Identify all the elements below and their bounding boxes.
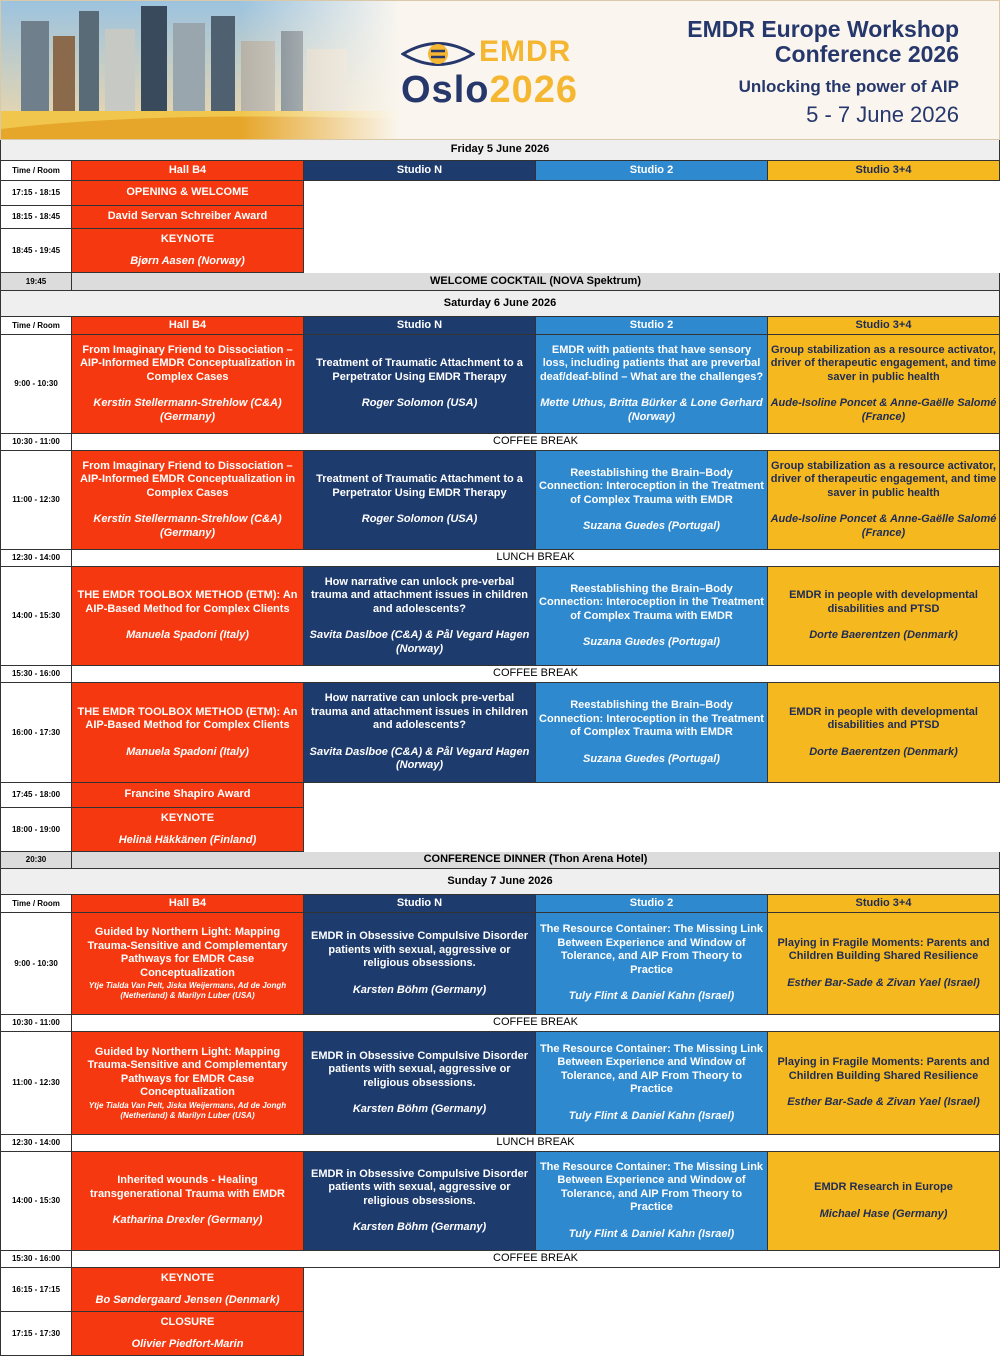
session-speaker: Karsten Böhm (Germany) xyxy=(352,1103,487,1115)
session-title: KEYNOTE xyxy=(160,811,215,824)
time-label: 16:00 - 17:30 xyxy=(11,727,61,737)
session-speaker: Karsten Böhm (Germany) xyxy=(352,983,487,996)
room-header-label: Studio 2 xyxy=(629,896,674,909)
time-slot xyxy=(0,1032,72,1135)
session-cell[interactable] xyxy=(536,335,768,434)
room-header xyxy=(304,317,536,335)
room-header-label: Studio N xyxy=(396,896,443,909)
session-cell[interactable] xyxy=(536,913,768,1015)
room-header xyxy=(72,161,304,181)
session-speaker: Dorte Baerentzen (Denmark) xyxy=(809,745,958,758)
session-title: Treatment of Traumatic Attachment to a Perpetrator Using EMDR Therapy xyxy=(316,473,523,499)
time-slot xyxy=(0,852,72,869)
session-cell[interactable] xyxy=(72,451,304,550)
session-cell[interactable] xyxy=(72,808,304,852)
logo-city-year xyxy=(401,69,578,112)
time-slot xyxy=(0,913,72,1015)
session-cell[interactable] xyxy=(768,683,1000,783)
session-speaker: Suzana Guedes (Portugal) xyxy=(583,752,720,765)
session-speaker: Dorte Baerentzen (Denmark) xyxy=(809,629,958,642)
room-header-label: Studio N xyxy=(396,163,443,176)
time-slot xyxy=(0,451,72,550)
session-title: Francine Shapiro Award xyxy=(124,788,251,801)
time-label: 20:30 xyxy=(25,855,47,865)
event-label: CONFERENCE DINNER (Thon Arena Hotel) xyxy=(423,853,648,866)
session-title: From Imaginary Friend to Dissociation – AIP-Informed EMDR Conceptualization in Complex Cases xyxy=(79,343,296,383)
event-label: WELCOME COCKTAIL (NOVA Spektrum) xyxy=(429,274,642,287)
session-cell[interactable] xyxy=(304,1152,536,1251)
time-label: 18:45 - 19:45 xyxy=(11,245,61,255)
session-title: Guided by Northern Light: Mapping Trauma-Sensitive and Complementary Pathways for EMDR Case Conceptualization xyxy=(87,926,288,979)
break-label: LUNCH BREAK xyxy=(496,1136,575,1149)
session-title: EMDR Research in Europe xyxy=(814,1181,953,1193)
session-title: The Resource Container: The Missing Link Between Experience and Window of Tolerance, and AIP From Theory to Practice xyxy=(539,1042,764,1096)
session-cell[interactable] xyxy=(304,451,536,550)
session-speaker: Tuly Flint & Daniel Kahn (Israel) xyxy=(568,1227,735,1240)
session-cell[interactable] xyxy=(768,335,1000,434)
session-title: David Servan Schreiber Award xyxy=(107,210,268,223)
break-row xyxy=(72,1251,1000,1268)
time-label: 12:30 - 14:00 xyxy=(11,553,61,563)
session-title: THE EMDR TOOLBOX METHOD (ETM): An AIP-Based Method for Complex Clients xyxy=(77,705,298,732)
time-slot xyxy=(0,1251,72,1268)
session-title: Group stabilization as a resource activator, driver of therapeutic engagement, and time saver in public health xyxy=(770,459,997,499)
room-header-label: Hall B4 xyxy=(168,318,207,331)
time-label: 17:15 - 17:30 xyxy=(11,1328,61,1338)
time-room-header xyxy=(0,161,72,181)
session-cell[interactable] xyxy=(72,683,304,783)
time-slot xyxy=(0,1268,72,1312)
session-title: Group stabilization as a resource activator, driver of therapeutic engagement, and time saver in public health xyxy=(770,343,997,383)
session-title: EMDR in people with developmental disabilities and PTSD xyxy=(789,589,978,615)
session-title: How narrative can unlock pre-verbal trauma and attachment issues in children and adolescents? xyxy=(310,575,528,615)
day-label: Saturday 6 June 2026 xyxy=(443,296,557,309)
day-header xyxy=(0,291,1000,317)
time-slot xyxy=(0,1312,72,1356)
time-slot xyxy=(0,783,72,808)
time-label: 10:30 - 11:00 xyxy=(12,437,60,447)
session-title: Reestablishing the Brain–Body Connection: Interoception in the Treatment of Complex Trauma with EMDR xyxy=(539,466,764,506)
session-speaker: Karsten Böhm (Germany) xyxy=(352,1221,487,1233)
session-speaker: Olivier Piedfort-Marin xyxy=(131,1338,244,1350)
room-header xyxy=(536,161,768,181)
session-title: KEYNOTE xyxy=(160,232,215,245)
session-title: EMDR with patients that have sensory loss, including patients that are preverbal deaf/deaf-blind – What are the challenges? xyxy=(539,343,764,383)
session-title: The Resource Container: The Missing Link Between Experience and Window of Tolerance, and AIP From Theory to Practice xyxy=(539,1160,764,1214)
time-slot xyxy=(0,1152,72,1251)
break-label: LUNCH BREAK xyxy=(496,551,575,564)
conference-title-line2: Conference 2026 xyxy=(774,41,959,67)
room-header-label: Time / Room xyxy=(12,898,60,908)
session-title: Reestablishing the Brain–Body Connection: Interoception in the Treatment of Complex Trauma with EMDR xyxy=(539,699,764,738)
time-room-header xyxy=(0,317,72,335)
session-title: The Resource Container: The Missing Link Between Experience and Window of Tolerance, and AIP From Theory to Practice xyxy=(539,923,764,976)
session-title: Guided by Northern Light: Mapping Trauma-Sensitive and Complementary Pathways for EMDR Case Conceptualization xyxy=(87,1045,288,1098)
time-slot xyxy=(0,808,72,852)
time-label: 14:00 - 15:30 xyxy=(11,611,61,621)
session-speaker: Kerstin Stellermann-Strehlow (C&A) (Germany) xyxy=(93,397,282,423)
session-cell[interactable] xyxy=(304,335,536,434)
session-title: Inherited wounds - Healing transgenerational Trauma with EMDR xyxy=(90,1174,285,1200)
time-label: 14:00 - 15:30 xyxy=(11,1196,61,1206)
session-speaker: Manuela Spadoni (Italy) xyxy=(126,745,249,758)
session-speaker: Ytje Tialda Van Pelt, Jiska Weijermans, Ad de Jongh (Netherland) & Marilyn Luber (USA) xyxy=(88,981,287,1000)
time-label: 9:00 - 10:30 xyxy=(14,379,58,389)
schedule-grid xyxy=(0,140,1000,1359)
time-label: 16:15 - 17:15 xyxy=(11,1284,61,1294)
break-label: COFFEE BREAK xyxy=(493,435,578,448)
room-header-label: Studio 3+4 xyxy=(855,896,912,909)
session-title: Reestablishing the Brain–Body Connection: Interoception in the Treatment of Complex Trauma with EMDR xyxy=(539,582,764,622)
room-header xyxy=(768,161,1000,181)
session-speaker: Roger Solomon (USA) xyxy=(361,397,478,410)
session-speaker: Aude-Isoline Poncet & Anne-Gaëlle Salomé (France) xyxy=(770,397,997,423)
session-title: Treatment of Traumatic Attachment to a Perpetrator Using EMDR Therapy xyxy=(316,357,523,383)
break-row xyxy=(72,1135,1000,1152)
session-speaker: Bo Søndergaard Jensen (Denmark) xyxy=(95,1294,280,1306)
time-label: 18:00 - 19:00 xyxy=(11,824,61,834)
room-header xyxy=(768,317,1000,335)
session-cell[interactable] xyxy=(536,1032,768,1135)
session-speaker: Savita Daslboe (C&A) & Pål Vegard Hagen (Norway) xyxy=(309,629,530,655)
session-speaker: Esther Bar-Sade & Zivan Yael (Israel) xyxy=(787,976,980,989)
session-cell[interactable] xyxy=(304,913,536,1015)
session-cell[interactable] xyxy=(768,1152,1000,1251)
session-cell[interactable] xyxy=(72,181,304,206)
session-title: Playing in Fragile Moments: Parents and Children Building Shared Resilience xyxy=(777,1056,990,1082)
session-speaker: Suzana Guedes (Portugal) xyxy=(583,520,720,532)
room-header-label: Studio 2 xyxy=(629,163,674,176)
room-header-label: Hall B4 xyxy=(168,163,207,176)
conference-title xyxy=(599,17,959,67)
session-cell[interactable] xyxy=(304,1032,536,1135)
day-header xyxy=(0,869,1000,895)
time-slot xyxy=(0,434,72,451)
break-label: COFFEE BREAK xyxy=(493,1252,578,1265)
session-title: KEYNOTE xyxy=(160,1271,215,1284)
break-row xyxy=(72,666,1000,683)
room-header xyxy=(304,895,536,913)
logo-word: EMDR xyxy=(479,35,572,68)
time-slot xyxy=(0,273,72,291)
evening-event xyxy=(72,273,1000,291)
room-header xyxy=(536,317,768,335)
time-label: 15:30 - 16:00 xyxy=(11,669,61,679)
session-title: EMDR in Obsessive Compulsive Disorder patients with sexual, aggressive or religious obsessions. xyxy=(310,1167,528,1207)
room-header xyxy=(72,895,304,913)
room-header-label: Studio 2 xyxy=(629,318,674,331)
session-cell[interactable] xyxy=(72,567,304,666)
room-header-label: Time / Room xyxy=(12,165,60,175)
session-cell[interactable] xyxy=(536,683,768,783)
break-label: COFFEE BREAK xyxy=(493,1016,578,1029)
session-speaker: Bjørn Aasen (Norway) xyxy=(130,255,245,267)
session-cell[interactable] xyxy=(72,913,304,1015)
room-header xyxy=(72,317,304,335)
session-cell[interactable] xyxy=(72,229,304,273)
room-header xyxy=(768,895,1000,913)
session-speaker: Roger Solomon (USA) xyxy=(361,513,478,526)
session-cell[interactable] xyxy=(72,335,304,434)
session-cell[interactable] xyxy=(72,1312,304,1356)
session-cell[interactable] xyxy=(768,451,1000,550)
session-speaker: Manuela Spadoni (Italy) xyxy=(126,629,249,642)
time-slot xyxy=(0,1135,72,1152)
time-label: 9:00 - 10:30 xyxy=(14,958,58,968)
emdr-oslo-logo xyxy=(399,33,609,113)
break-row xyxy=(72,434,1000,451)
session-title: OPENING & WELCOME xyxy=(126,186,249,199)
session-title: How narrative can unlock pre-verbal trauma and attachment issues in children and adolescents? xyxy=(310,692,528,732)
time-slot xyxy=(0,206,72,229)
room-header-label: Studio 3+4 xyxy=(855,163,912,176)
conference-title-line1: EMDR Europe Workshop xyxy=(687,16,959,42)
room-header-label: Studio 3+4 xyxy=(855,318,912,331)
session-speaker: Tuly Flint & Daniel Kahn (Israel) xyxy=(568,1109,735,1122)
session-cell[interactable] xyxy=(768,1032,1000,1135)
time-slot xyxy=(0,666,72,683)
time-slot xyxy=(0,683,72,783)
session-title: EMDR in Obsessive Compulsive Disorder patients with sexual, aggressive or religious obsessions. xyxy=(310,1049,528,1089)
time-slot xyxy=(0,567,72,666)
session-title: THE EMDR TOOLBOX METHOD (ETM): An AIP-Based Method for Complex Clients xyxy=(77,589,298,615)
session-cell[interactable] xyxy=(304,683,536,783)
break-label: COFFEE BREAK xyxy=(493,667,578,680)
session-speaker: Michael Hase (Germany) xyxy=(819,1207,948,1220)
session-title: EMDR in Obsessive Compulsive Disorder patients with sexual, aggressive or religious obsessions. xyxy=(310,930,528,969)
time-label: 19:45 xyxy=(25,276,47,286)
session-speaker: Katharina Drexler (Germany) xyxy=(112,1214,263,1227)
room-header-label: Studio N xyxy=(396,318,443,331)
time-slot xyxy=(0,229,72,273)
conference-header xyxy=(0,0,1000,140)
break-row xyxy=(72,1015,1000,1032)
session-title: EMDR in people with developmental disabilities and PTSD xyxy=(789,705,978,732)
time-label: 17:15 - 18:15 xyxy=(11,188,61,198)
time-label: 11:00 - 12:30 xyxy=(12,1078,60,1088)
session-title: Playing in Fragile Moments: Parents and Children Building Shared Resilience xyxy=(777,936,990,963)
time-slot xyxy=(0,1015,72,1032)
session-title: From Imaginary Friend to Dissociation – AIP-Informed EMDR Conceptualization in Complex Cases xyxy=(79,459,296,499)
oslo-city-photo xyxy=(1,1,401,140)
break-row xyxy=(72,550,1000,567)
session-cell[interactable] xyxy=(72,1268,304,1312)
session-cell[interactable] xyxy=(536,567,768,666)
logo-year: 2026 xyxy=(489,69,579,111)
time-slot xyxy=(0,550,72,567)
session-speaker: Mette Uthus, Britta Bürker & Lone Gerhard (Norway) xyxy=(540,397,763,423)
session-speaker: Kerstin Stellermann-Strehlow (C&A) (Germany) xyxy=(93,513,282,539)
time-label: 11:00 - 12:30 xyxy=(12,495,60,505)
session-cell[interactable] xyxy=(536,451,768,550)
session-speaker: Helinä Häkkänen (Finland) xyxy=(118,834,257,846)
session-speaker: Savita Daslboe (C&A) & Pål Vegard Hagen (Norway) xyxy=(309,745,530,772)
day-header xyxy=(0,140,1000,161)
session-speaker: Aude-Isoline Poncet & Anne-Gaëlle Salomé (France) xyxy=(770,513,997,539)
session-cell[interactable] xyxy=(72,206,304,229)
conference-tagline: Unlocking the power of AIP xyxy=(738,77,959,96)
room-header-label: Time / Room xyxy=(12,320,60,330)
conference-dates: 5 - 7 June 2026 xyxy=(806,102,959,127)
day-label: Friday 5 June 2026 xyxy=(450,143,550,156)
session-cell[interactable] xyxy=(768,567,1000,666)
day-label: Sunday 7 June 2026 xyxy=(447,874,553,887)
room-header xyxy=(536,895,768,913)
session-speaker: Ytje Tialda Van Pelt, Jiska Weijermans, Ad de Jongh (Netherland) & Marilyn Luber (USA) xyxy=(88,1100,287,1120)
session-speaker: Esther Bar-Sade & Zivan Yael (Israel) xyxy=(787,1096,980,1109)
session-speaker: Tuly Flint & Daniel Kahn (Israel) xyxy=(568,990,735,1003)
room-header xyxy=(304,161,536,181)
time-label: 10:30 - 11:00 xyxy=(12,1018,60,1028)
logo-city: Oslo xyxy=(401,69,490,111)
session-cell[interactable] xyxy=(536,1152,768,1251)
time-label: 17:45 - 18:00 xyxy=(11,790,61,800)
session-cell[interactable] xyxy=(72,1152,304,1251)
session-cell[interactable] xyxy=(304,567,536,666)
time-slot xyxy=(0,335,72,434)
time-label: 18:15 - 18:45 xyxy=(11,212,61,222)
session-cell[interactable] xyxy=(72,1032,304,1135)
evening-event xyxy=(72,852,1000,869)
session-cell[interactable] xyxy=(72,783,304,808)
eye-logo-icon xyxy=(401,39,475,69)
session-speaker: Suzana Guedes (Portugal) xyxy=(583,636,720,648)
session-cell[interactable] xyxy=(768,913,1000,1015)
time-room-header xyxy=(0,895,72,913)
time-label: 15:30 - 16:00 xyxy=(11,1254,61,1264)
room-header-label: Hall B4 xyxy=(168,896,207,909)
session-title: CLOSURE xyxy=(160,1315,215,1328)
time-slot xyxy=(0,181,72,206)
time-label: 12:30 - 14:00 xyxy=(11,1138,61,1148)
